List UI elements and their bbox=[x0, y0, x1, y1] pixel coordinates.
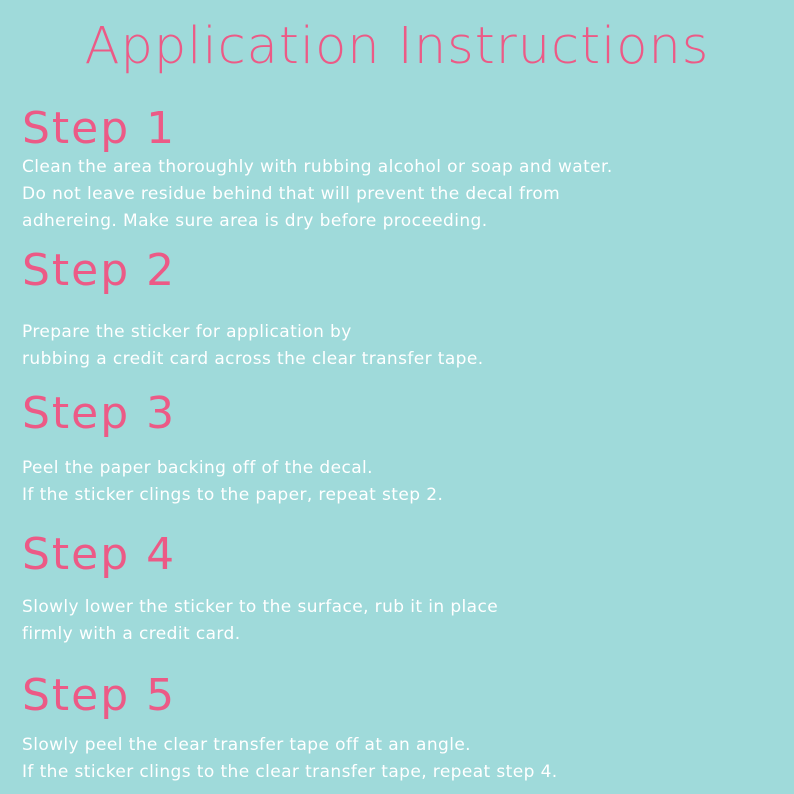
step-3-body bbox=[22, 455, 782, 509]
step-2-line-1: Prepare the sticker for application by bbox=[22, 322, 352, 342]
step-1-line-2: Do not leave residue behind that will prevent the decal from bbox=[22, 184, 561, 204]
step-4-line-2: firmly with a credit card. bbox=[22, 624, 241, 644]
page-title: Application Instructions bbox=[84, 17, 710, 76]
step-4-body bbox=[22, 594, 782, 648]
step-3-line-1: Peel the paper backing off of the decal. bbox=[22, 458, 373, 478]
step-2-body bbox=[22, 319, 782, 373]
step-2-line-2: rubbing a credit card across the clear transfer tape. bbox=[22, 349, 484, 369]
step-5-line-2: If the sticker clings to the clear transfer tape, repeat step 4. bbox=[22, 762, 558, 782]
step-5-body bbox=[22, 732, 782, 786]
step-4-line-1: Slowly lower the sticker to the surface, rub it in place bbox=[22, 597, 499, 617]
step-5-line-1: Slowly peel the clear transfer tape off at an angle. bbox=[22, 735, 471, 755]
step-1-heading: Step 1 bbox=[22, 103, 177, 154]
step-3-heading: Step 3 bbox=[22, 388, 177, 439]
step-3-line-2: If the sticker clings to the paper, repeat step 2. bbox=[22, 485, 444, 505]
step-5-heading: Step 5 bbox=[22, 670, 177, 721]
step-2-heading: Step 2 bbox=[22, 245, 177, 296]
step-1-line-1: Clean the area thoroughly with rubbing alcohol or soap and water. bbox=[22, 157, 613, 177]
step-4-heading: Step 4 bbox=[22, 529, 177, 580]
step-1-body bbox=[22, 154, 782, 235]
step-1-line-3: adhereing. Make sure area is dry before proceeding. bbox=[22, 211, 488, 231]
